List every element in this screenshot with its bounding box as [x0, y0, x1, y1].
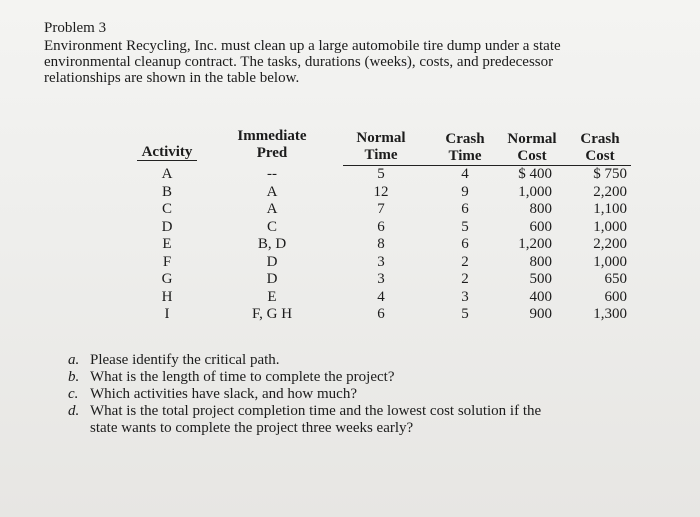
question-text: Please identify the critical path.: [90, 352, 280, 368]
cell-crash-time: 5: [461, 218, 469, 235]
header-normal-cost-line2: Cost: [517, 148, 547, 164]
cell-normal-cost: 1,200: [518, 236, 552, 252]
cell-activity: A: [161, 166, 173, 182]
cell-pred: D: [266, 271, 278, 287]
cell-crash-cost: 650: [604, 271, 627, 287]
question-text: What is the length of time to complete the project?: [90, 369, 395, 385]
cell-normal-time: 8: [377, 236, 385, 252]
header-activity-underline: [137, 160, 197, 161]
intro-line: Environment Recycling, Inc. must clean up a large automobile tire dump under a state: [44, 38, 561, 54]
cell-crash-time: 5: [461, 306, 469, 322]
header-crash-cost-line1: Crash: [580, 131, 620, 147]
header-cost-underline: [343, 165, 631, 166]
cell-normal-time: 7: [377, 201, 385, 217]
question-label: a.: [68, 352, 80, 368]
cell-pred: --: [267, 166, 277, 182]
cell-pred: E: [267, 288, 277, 305]
cell-activity: H: [161, 288, 173, 305]
cell-pred: C: [266, 218, 278, 235]
cell-crash-time: 2: [461, 271, 469, 287]
intro-line: relationships are shown in the table below.: [44, 70, 300, 86]
question-text: Which activities have slack, and how much?: [90, 386, 357, 402]
cell-crash-time: 6: [461, 236, 469, 252]
cell-pred: F, G H: [251, 306, 293, 322]
cell-normal-cost: 800: [529, 201, 552, 217]
cell-crash-time: 4: [461, 166, 469, 182]
question-item: [62, 369, 662, 386]
cell-activity: G: [161, 271, 173, 287]
cell-normal-cost: 900: [529, 306, 552, 322]
header-crash-cost-line2: Cost: [585, 148, 615, 164]
cell-crash-cost: 1,000: [593, 253, 627, 270]
cell-activity: C: [161, 201, 173, 217]
question-item: [62, 386, 662, 403]
cell-normal-time: 3: [377, 253, 385, 270]
cell-activity: I: [164, 306, 170, 322]
cell-normal-time: 3: [377, 271, 385, 287]
problem-title: Problem 3: [44, 20, 107, 36]
cell-activity: D: [161, 218, 173, 235]
cell-normal-time: 6: [377, 306, 385, 322]
cell-crash-time: 2: [461, 253, 469, 270]
header-crash-time-line2: Time: [448, 148, 482, 164]
cell-crash-time: 9: [461, 183, 469, 200]
question-label: d.: [68, 403, 80, 419]
cell-normal-cost: 800: [529, 253, 552, 270]
cell-normal-time: 12: [373, 183, 389, 200]
question-text: What is the total project completion time and the lowest cost solution if the: [90, 403, 542, 419]
cell-crash-cost: 2,200: [593, 236, 627, 252]
cell-crash-cost: 2,200: [593, 183, 627, 200]
cell-activity: F: [162, 253, 172, 270]
header-normal-time-line2: Time: [364, 147, 398, 163]
cell-crash-time: 3: [461, 288, 469, 305]
cell-normal-cost: $ 400: [518, 166, 552, 182]
question-item: [62, 352, 662, 369]
cell-activity: B: [161, 183, 173, 200]
header-normal-time-line1: Normal: [356, 130, 406, 146]
cell-normal-cost: 600: [529, 218, 552, 235]
cell-crash-cost: 1,000: [593, 218, 627, 235]
cell-activity: E: [162, 236, 172, 252]
cell-crash-time: 6: [461, 201, 469, 217]
question-item: [62, 403, 662, 437]
cell-pred: A: [266, 183, 278, 200]
cell-normal-cost: 400: [529, 288, 552, 305]
header-pred-line2: Pred: [256, 145, 288, 161]
cell-pred: A: [266, 201, 278, 217]
intro-line: environmental cleanup contract. The tasks, durations (weeks), costs, and predecessor: [44, 54, 554, 70]
header-normal-cost-line1: Normal: [507, 131, 557, 147]
cell-normal-time: 6: [377, 218, 385, 235]
question-label: c.: [68, 386, 79, 402]
question-list: [62, 352, 662, 437]
problem-intro: [44, 38, 644, 86]
cell-crash-cost: $ 750: [593, 166, 627, 182]
cell-crash-cost: 1,300: [593, 306, 627, 322]
cell-pred: B, D: [257, 236, 287, 252]
header-pred-line1: Immediate: [237, 128, 307, 144]
cell-normal-cost: 1,000: [518, 183, 552, 200]
cell-pred: D: [266, 253, 278, 270]
question-label: b.: [68, 369, 80, 385]
cell-crash-cost: 1,100: [593, 201, 627, 217]
header-crash-time-line1: Crash: [445, 131, 485, 147]
question-text-continued: state wants to complete the project three weeks early?: [90, 420, 414, 436]
header-activity: Activity: [141, 144, 193, 160]
cell-normal-time: 4: [377, 288, 385, 305]
cell-normal-time: 5: [377, 166, 385, 182]
cell-crash-cost: 600: [604, 288, 627, 305]
cell-normal-cost: 500: [529, 271, 552, 287]
